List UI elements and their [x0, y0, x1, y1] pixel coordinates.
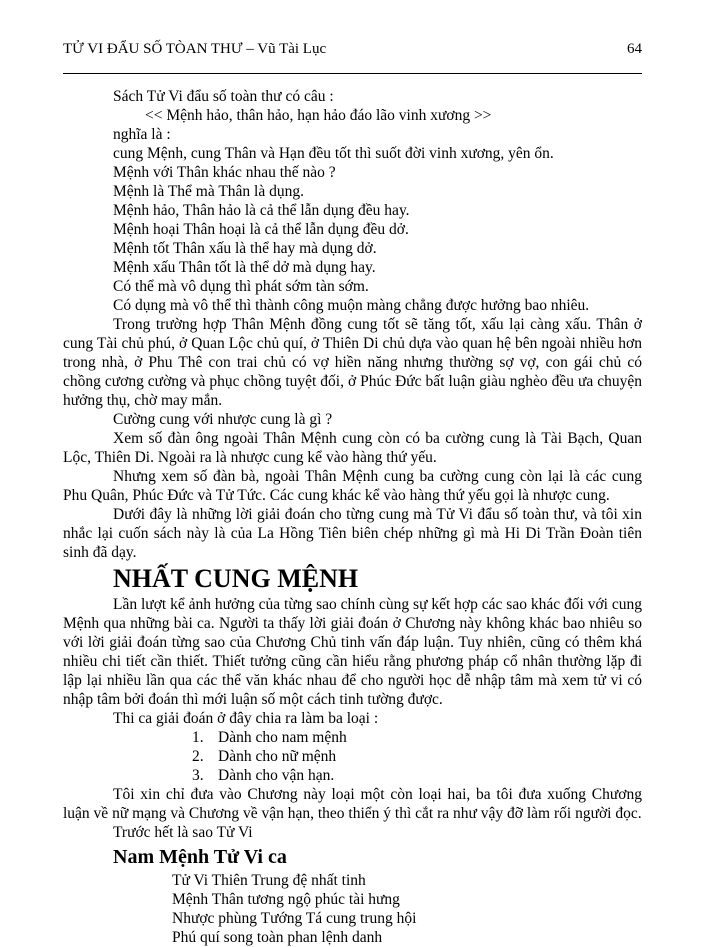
page-number: 64: [627, 41, 642, 57]
aphorism-line: Mệnh hảo, Thân hảo là cả thể lẫn dụng đều hay.: [113, 202, 410, 219]
aphorism-line: Mệnh xấu Thân tốt là thể dở mà dụng hay.: [113, 259, 376, 276]
aphorism-line: Mệnh là Thể mà Thân là dụng.: [113, 183, 304, 200]
poem-heading: Nam Mệnh Tử Vi ca: [113, 846, 287, 868]
meaning-label: nghĩa là :: [113, 126, 171, 143]
list-item-label: Dành cho nữ mệnh: [218, 748, 337, 765]
paragraph-dan-ba: Nhưng xem số đàn bà, ngoài Thân Mệnh cung ba cường cung còn lại là các cung Phu Quân, Phúc Đức và Tử Tức. Các cung khác kể vào hàng thứ yếu gọi là nhược cung.: [63, 468, 642, 504]
list-item-number: 1.: [192, 729, 204, 746]
list-item: [63, 728, 642, 747]
paragraph-duoi-day: Dưới đây là những lời giải đoán cho từng cung mà Tử Vi đẩu số toàn thư, và tôi xin nhắc lại cuốn sách này là của La Hồng Tiên biên chép những gì mà Hi Di Trần Đoàn tiên sinh đã dạy.: [63, 506, 642, 561]
paragraph-lan-luot: Lần lượt kể ảnh hưởng của từng sao chính cùng sự kết hợp các sao khác đối với cung Mệnh qua những bài ca. Người ta thấy lời giải đoán ở Chương này không khác bao nhiêu so với lời giải đoán từng sao của Chương Chủ tinh vấn đáp luận. Tuy nhiên, cũng có thêm khá nhiều chi tiết cần thiết. Thiết tưởng cũng cần hiểu rằng phương pháp cổ nhân thường lặp đi lập lại nhiều lần qua các thể văn khác nhau để cho người học dễ nhập tâm mà xem tử vi có nhập tâm bởi đoán thì mới luận số một cách tinh tường được.: [63, 596, 642, 708]
section-heading: NHẤT CUNG MỆNH: [113, 564, 359, 593]
list-item: [63, 766, 642, 785]
line-truoc-het: Trước hết là sao Tử Vi: [113, 824, 253, 841]
paragraph-dan-ong: Xem số đàn ông ngoài Thân Mệnh cung còn có ba cường cung là Tài Bạch, Quan Lộc, Thiên Di. Ngoài ra là nhược cung kể vào hàng thứ yếu.: [63, 430, 642, 466]
list-item-number: 2.: [192, 748, 204, 765]
paragraph-than-menh: Trong trường hợp Thân Mệnh đồng cung tốt sẽ tăng tốt, xấu lại càng xấu. Thân ở cung Tài chủ phú, ở Quan Lộc chủ quí, ở Thiên Di chủ dựa vào quan hệ bên ngoài nhiều hơn trong nhà, ở Phu Thê con trai chủ có vợ hiền năng nhưng thường sợ vợ, con gái chủ có chồng cương cường và phục chồng tuyệt đối, ở Phúc Đức bất luận giàu nghèo đều ưa chuyện hưởng thụ, chờ may mắn.: [63, 316, 642, 409]
list-item-label: Dành cho vận hạn.: [218, 767, 335, 784]
paragraph-toi-xin: Tôi xin chỉ đưa vào Chương này loại một còn loại hai, ba tôi đưa xuống Chương luận về nữ mạng và Chương về vận hạn, theo thiển ý thì cắt ra như vậy đỡ làm rối người đọc.: [63, 786, 642, 822]
aphorism-line: Mệnh tốt Thân xấu là thể hay mà dụng dở.: [113, 240, 377, 257]
page-header: [63, 40, 642, 74]
poem-line: Nhược phùng Tướng Tá cung trung hội: [172, 910, 417, 927]
aphorism-line: Mệnh hoại Thân hoại là cả thể lẫn dụng đều dở.: [113, 221, 409, 238]
meaning-line: cung Mệnh, cung Thân và Hạn đều tốt thì suốt đời vinh xương, yên ổn.: [113, 145, 554, 162]
intro-line: Sách Tử Vi đẩu số toàn thư có câu :: [113, 88, 334, 105]
poem-line: Tử Vi Thiên Trung đệ nhất tinh: [172, 872, 366, 889]
question-line: Mệnh với Thân khác nhau thế nào ?: [113, 164, 336, 181]
list-item-label: Dành cho nam mệnh: [218, 729, 347, 746]
question-cuong-cung: Cường cung với nhược cung là gì ?: [113, 411, 333, 428]
line-thi-ca: Thi ca giải đoán ở đây chia ra làm ba loại :: [113, 710, 379, 727]
aphorism-line: Có dụng mà vô thể thì thành công muộn màng chẳng được hưởng bao nhiêu.: [113, 297, 590, 314]
quote-line: << Mệnh hảo, thân hảo, hạn hảo đáo lão vinh xương >>: [145, 107, 492, 124]
poem-line: Mệnh Thân tương ngộ phúc tài hưng: [172, 891, 400, 908]
book-title: TỬ VI ĐẨU SỐ TÒAN THƯ – Vũ Tài Lục: [63, 41, 327, 57]
list-item-number: 3.: [192, 767, 204, 784]
aphorism-line: Có thể mà vô dụng thì phát sớm tàn sớm.: [113, 278, 369, 295]
list-item: [63, 747, 642, 766]
poem-line: Phú quí song toàn phan lệnh danh: [172, 929, 383, 946]
